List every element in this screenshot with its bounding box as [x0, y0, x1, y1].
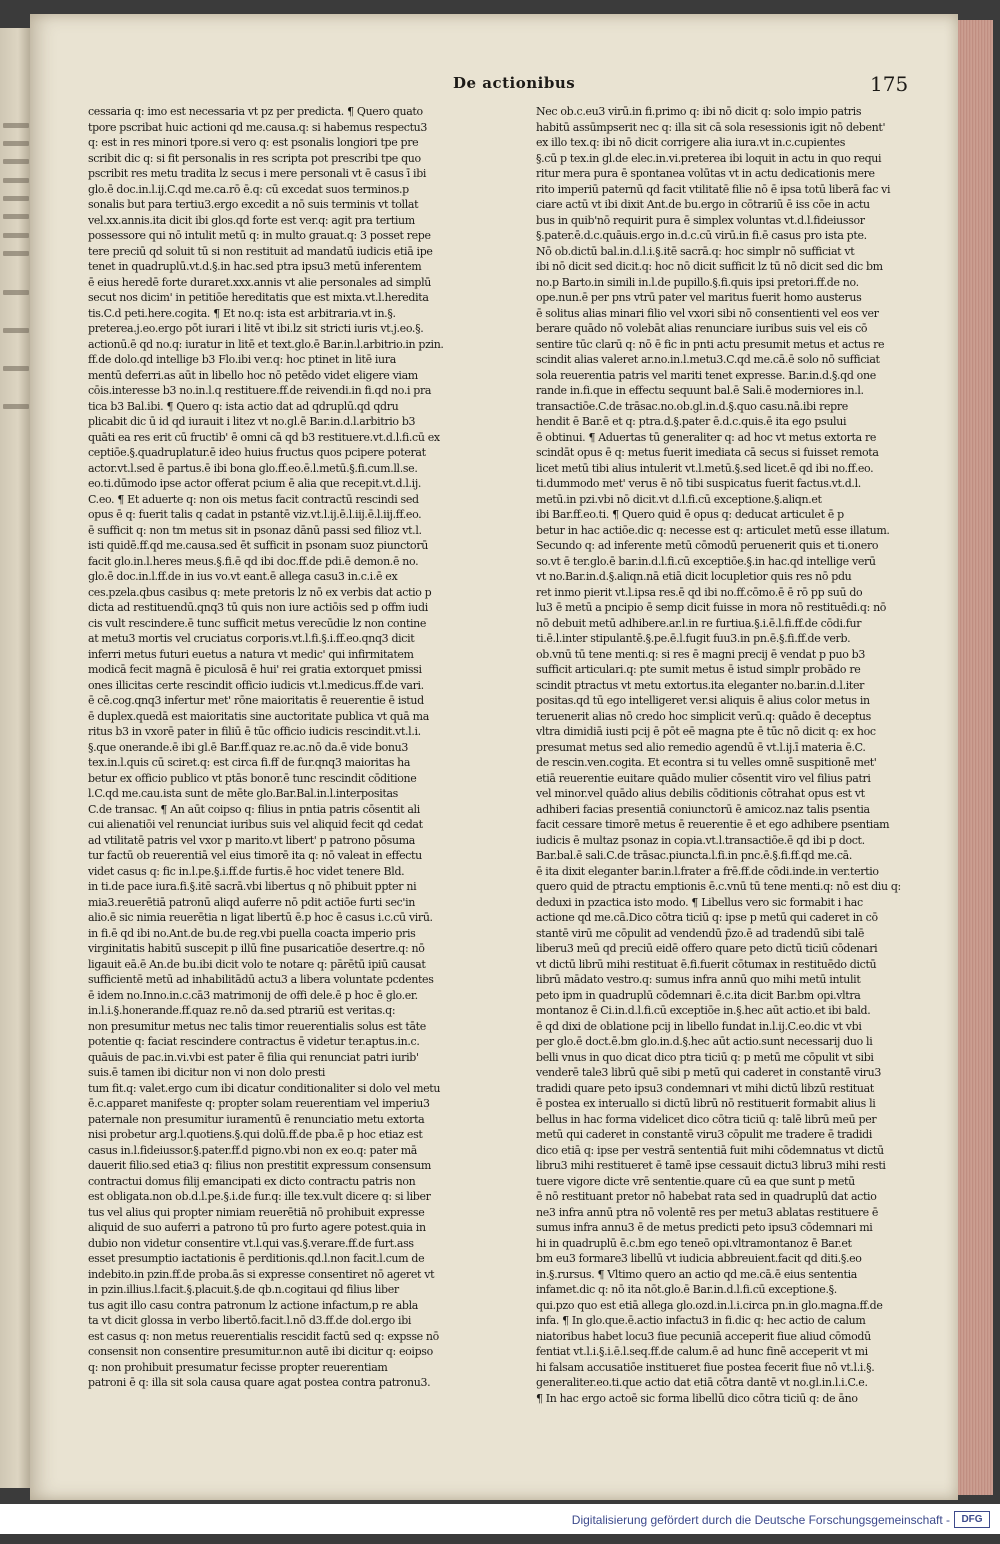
running-head: De actionibus — [453, 74, 576, 92]
text-line: etiā reuerentie euitare quādo mulier cōsentit viro vel filius patri — [536, 771, 871, 785]
text-line: preterea.j.eo.ergo pōt iurari i litē vt ibi.lz sit stricti iuris vt.j.eo.§. — [88, 322, 424, 335]
text-column-left — [88, 104, 502, 1504]
text-line: rande in.fi.que in effectu sequunt bal.ē Sali.ē moderniores in.l. — [536, 384, 864, 397]
text-line: casus in.l.fideiussor.§.pater.ff.d pigno.vbi non ex eo.q: pater mā — [88, 1143, 417, 1157]
text-line: actionū.ē qd no.q: iuratur in litē et text.glo.ē Bar.in.l.arbitrio.in pzin. — [88, 337, 444, 351]
text-line: in.l.i.§.honerande.ff.quaz re.nō da.sed ptrariū est veritas.q: — [88, 1004, 396, 1017]
folio-number: 175 — [870, 72, 909, 96]
text-line: actor.vt.l.sed ē partus.ē ibi bona glo.ff.eo.ē.l.metū.§.fi.cum.ll.se. — [88, 461, 418, 475]
text-line: bellus in hac forma videlicet dico cōtra ticiū q: talē librū meū per — [536, 1112, 877, 1126]
text-line: ad vtilitatē patris vel vxor p marito.vt libert' p patrono pōsuma — [88, 833, 416, 847]
text-line: hi falsam accusatiōe institueret fiue postea fecerit fiue nō vt.l.i.§. — [536, 1360, 875, 1374]
text-line: quāuis de pac.in.vi.vbi est pater ē filia qui renunciat patri iurib' — [88, 1050, 419, 1064]
text-line: ritus b3 in vxorē pater in filiū ē tūc officio iudicis rescindit.vt.l.i. — [88, 725, 421, 738]
text-line: glo.ē doc.in.l.ij.C.qd me.ca.rō ē.q: cū excedat suos terminos.p — [88, 182, 409, 196]
text-line: scindit ptractus vt metu extortus.ita eleganter no.bar.in.d.l.iter — [536, 678, 865, 692]
text-line: ē postea ex interuallo si dictū librū nō restituerit formabit alius li — [536, 1097, 876, 1110]
adjacent-page-text — [3, 141, 29, 146]
text-line: hendit ē Bar.ē et q: ptra.d.§.pater ē.d.c.quis.ē ita ego psului — [536, 415, 847, 428]
text-line: glo.ē doc.in.l.ff.de in ius vo.vt eant.ē allega casu3 in.c.i.ē ex — [88, 570, 398, 583]
text-line: ē eius heredē forte duraret.xxx.annis vt alie personales ad simplū — [88, 275, 432, 289]
text-line: Secundo q: ad inferente metū cōmodū peruenerit quis et ti.onero — [536, 539, 879, 552]
text-line: metū.in pzi.vbi nō dicit.vt d.l.fi.cū exceptione.§.aliqn.et — [536, 492, 822, 506]
text-line: est casus q: non metus reuerentialis rescidit factū sed q: expsse nō — [88, 1329, 439, 1343]
adjacent-page-text — [3, 196, 29, 201]
text-line: §.pater.ē.d.c.quāuis.ergo in.d.c.cū virū.in fi.ē casus pro ista pte. — [536, 229, 867, 242]
text-line: q: est in res minori tpore.si vero q: est psonalis longiori tpe pre — [88, 136, 419, 149]
text-line: cessaria q: imo est necessaria vt pz per predicta. ¶ Quero quato — [88, 105, 423, 118]
text-column-right — [536, 104, 938, 1544]
text-line: nisi probetur arg.l.quotiens.§.qui dolū.ff.de pba.ē p hoc etiaz est — [88, 1128, 423, 1141]
text-line: belli vnus in quo dicat dico ptra ticiū q: p metū me cōpulit vt sibi — [536, 1050, 874, 1064]
text-line: bus in quib'nō requirit pura ē simplex voluntas vt.d.l.fideiussor — [536, 213, 865, 227]
text-line: non presumitur metus nec talis timor reuerentialis solus est tāte — [88, 1019, 426, 1033]
text-line: ceptiōe.§.quadruplatur.ē ideo huius fructus quos pcipere poterat — [88, 446, 426, 459]
text-line: ibi nō dicit sed dicit.q: hoc nō dicit sufficit lz tū nō dicit sed dic bm — [536, 260, 883, 273]
text-line: nō debuit metū adhibere.ar.l.in re furtiua.§.i.ē.l.fi.ff.de cōdi.fur — [536, 616, 862, 630]
text-line: ff.de dolo.qd intellige b3 Flo.ibi ver.q: hoc ptinet in litē iura — [88, 353, 396, 366]
text-line: dubio non videtur consentire vt.l.qui vas.§.verare.ff.de furt.ass — [88, 1236, 414, 1250]
text-line: deduxi in pzactica isto modo. ¶ Libellus vero sic formabit i hac — [536, 895, 863, 909]
book-page — [30, 14, 958, 1500]
text-line: ope.nun.ē per pns vtrū pater vel maritus fuerit homo austerus — [536, 291, 862, 304]
text-line: sufficit articulari.q: pte sumit metus ē istud simplr probādo re — [536, 663, 861, 676]
text-line: Nō ob.dictū bal.in.d.l.i.§.itē sacrā.q: hoc simplr nō sufficiat vt — [536, 244, 855, 258]
text-line: tpore pscribat huic actioni qd me.causa.q: si habemus respectu3 — [88, 120, 428, 134]
text-line: tuere vigore dicte vrē sententie.quare cū ea que sunt p metū — [536, 1174, 855, 1188]
text-line: sufficientē metū ad inhabilitādū actu3 a libera voluntate pcdentes — [88, 973, 434, 986]
text-line: C.de transac. ¶ An aūt coipso q: filius in pntia patris cōsentit ali — [88, 802, 420, 816]
text-line: ces.pzela.qbus casibus q: mete pretoris lz nō ex verbis dat actio p — [88, 585, 432, 599]
text-line: ē idem no.Inno.in.c.cā3 matrimonij de offi dele.ē p hoc ē glo.er. — [88, 988, 418, 1002]
text-line: iudicis ē multaz psonaz in copia.vt.l.transactiōe.ē qd ibi p doct. — [536, 833, 865, 847]
text-line: cis vult rescindere.ē tunc sufficit metus verecūdie lz non contine — [88, 616, 427, 630]
text-line: transactiōe.C.de trāsac.no.ob.gl.in.d.§.quo casu.nā.ibi repre — [536, 399, 848, 413]
text-line: tus agit illo casu contra patronum lz actione infactum,p re abla — [88, 1298, 418, 1312]
text-line: ritur mera pura ē spontanea volūtas vt in actu dedicationis mere — [536, 167, 875, 180]
text-line: ta vt dicit glossa in verbo libertō.facit.l.nō d3.ff.de dol.ergo ibi — [88, 1314, 412, 1327]
text-line: infamet.dic q: nō ita nōt.glo.ē Bar.in.d.l.fi.cū exceptione.§. — [536, 1283, 837, 1296]
text-line: niatoribus habet locu3 fiue pecuniā acceperit fiue aliud cōmodū — [536, 1329, 871, 1343]
text-line: positas.qd tū ego intelligeret ver.si aliquis ē alius color metus in — [536, 694, 870, 707]
text-line: habitū assūmpserit nec q: illa sit cā sola resessionis igit nō debent' — [536, 120, 886, 134]
text-line: bm eu3 formare3 libellū vt iudicia abbreuient.facit qd diti.§.eo — [536, 1252, 862, 1265]
text-line: fentiat vt.l.i.§.i.ē.l.seq.ff.de calum.ē ad hunc finē acceperit vt mi — [536, 1345, 868, 1358]
text-line: licet metū tibi alius intulerit vt.l.metū.§.sed licet.ē qd ibi no.ff.eo. — [536, 461, 874, 475]
text-line: Bar.bal.ē sali.C.de trāsac.piuncta.l.fi.in pnc.ē.§.fi.ff.qd me.cā. — [536, 849, 853, 862]
text-line: dico etiā q: ipse per vestrā sententiā fuit mihi cōdemnatus vt dictū — [536, 1143, 884, 1157]
text-line: inferri metus futuri euetus a natura vt medic' qui infirmitatem — [88, 647, 414, 661]
text-line: so.vt ē ter.glo.ē bar.in.d.l.fi.cū exceptiōe.§.in hac.qd intellige verū — [536, 554, 876, 568]
text-line: betur ex officio publico vt ptās bonor.ē tunc rescindit cōditione — [88, 771, 417, 785]
text-line: tica b3 Bal.ibi. ¶ Quero q: ista actio dat ad qdruplū.qd qdru — [88, 399, 399, 413]
text-line: C.eo. ¶ Et aduerte q: non ois metus facit contractū rescindi sed — [88, 492, 419, 506]
text-line: dauerit filio.sed etia3 q: filius non prestitit expressum consensum — [88, 1159, 431, 1172]
text-line: ē duplex.quedā est maioritatis sine auctoritate publica vt quā ma — [88, 709, 429, 723]
text-line: alio.ē sic nimia reuerētia n ligat libertū ē.p hoc ē casus i.c.cū virū. — [88, 911, 433, 924]
text-line: sonalis but para tertiu3.ergo excedit a nō suis terminis vt tollat — [88, 198, 419, 211]
text-line: q: non prohibuit presumatur fecisse propter reuerentiam — [88, 1360, 388, 1374]
text-line: §.que onerande.ē ibi gl.ē Bar.ff.quaz re.ac.nō da.ē vide bonu3 — [88, 740, 409, 754]
text-line: rito imperiū paternū qd facit vtilitatē filie nō ē ipsa totū liberā fac vi — [536, 182, 891, 196]
text-line: indebito.in pzin.ff.de proba.ās si expresse consentiret nō ageret vt — [88, 1267, 435, 1281]
text-line: ē nō restituant pretor nō habebat rata sed in quadruplū dat actio — [536, 1190, 877, 1203]
text-line: sola reuerentia patris vel mariti tenet expresse. Bar.in.d.§.qd one — [536, 368, 876, 382]
text-line: suis.ē tamen ibi dicitur non vi non dolo presti — [88, 1066, 326, 1079]
text-line: sentire tūc clarū q: nō ē fic in pnti actu presumit metus et actus re — [536, 337, 885, 351]
text-line: ē cē.cog.qnq3 infertur met' rōne maioritatis ē reuerentie ē istud — [88, 694, 424, 707]
text-line: potentie q: faciat rescindere contractus ē videtur ter.aptus.in.c. — [88, 1035, 420, 1048]
text-line: pscribit res metu tradita lz secus i mere personali vt ē casus ī ibi — [88, 167, 427, 180]
text-line: ti.ē.l.inter stipulantē.§.pe.ē.l.fugit fuu3.in pn.ē.§.fi.ff.de verb. — [536, 632, 851, 645]
text-line: stantē virū me cōpulit ad vendendū p̄zo.ē ad tradendū sibi talē — [536, 926, 865, 940]
text-line: eo.ti.dūmodo ipse actor offerat pcium ē alia que recepit.vt.d.l.ij. — [88, 477, 422, 490]
text-line: no.p Barto.in simili in.l.de pupillo.§.fi.quis ipsi pretori.ff.de no. — [536, 275, 859, 289]
text-line: tradidi quare peto ipsu3 condemnari vt mihi dictū libzū restituat — [536, 1081, 874, 1095]
text-line: tus vel alius qui propter nimiam reuerētiā nō prohibuit expresse — [88, 1205, 425, 1219]
text-line: secut nos dicim' in petitiōe hereditatis que est mixta.vt.l.heredita — [88, 291, 429, 304]
text-line: dicta ad restituendū.qnq3 tū quis non iure actiōis sed p offm iudi — [88, 601, 428, 614]
text-line: paternale non presumitur iuramentū ē renunciatio metu extorta — [88, 1112, 425, 1126]
text-line: peto ipm in quadruplū cōdemnari ē.c.ita dicit Bar.bm opi.vltra — [536, 988, 861, 1002]
text-line: libru3 mihi restitueret ē tamē ipse cessauit dictu3 libru3 mihi resti — [536, 1159, 886, 1172]
adjacent-page-text — [3, 290, 29, 295]
text-line: ligauit eā.ē An.de bu.ibi dicit volo te notare q: pārētū ipiū causat — [88, 957, 426, 971]
text-line: facit glo.in.l.heres meus.§.fi.ē qd ibi doc.ff.de pdi.ē demon.ē no. — [88, 554, 419, 568]
text-line: tenet in quadruplū.vt.d.§.in hac.sed ptra ipsu3 metū inferentem — [88, 260, 422, 273]
text-line: tur factū ob reuerentiā vel eius timorē ita q: nō valeat in effectu — [88, 849, 422, 862]
adjacent-page-text — [3, 159, 29, 164]
text-line: tis.C.d peti.here.cogita. ¶ Et no.q: ista est arbitraria.vt in.§. — [88, 306, 396, 320]
text-line: actione qd me.cā.Dico cōtra ticiū q: ipse p metū qui caderet in cō — [536, 911, 878, 924]
text-line: ē ita dixit eleganter bar.in.l.frater a frē.ff.de cōdi.inde.in ver.tertio — [536, 864, 879, 878]
text-line: ti.dummodo met' verus ē nō tibi suspicatus fuerit factus.vt.d.l. — [536, 477, 861, 490]
text-line: ne3 infra annū ptra nō volentē res per metu3 ablatas restituere ē — [536, 1205, 879, 1219]
text-line: scribit dic q: si fit personalis in res scripta pot prescribi tpe quo — [88, 151, 421, 165]
text-line: scindāt opus ē q: metus fuerit imediata cā secus si fuisset remota — [536, 446, 879, 459]
text-line: possessore qui nō intulit metū q: in multo grauat.q: 3 posset repe — [88, 229, 431, 242]
text-line: in fi.ē qd ibi no.Ant.de bu.de reg.vbi puella coacta imperio pris — [88, 926, 416, 940]
text-line: tum fit.q: valet.ergo cum ibi dicatur conditionaliter si dolo vel metu — [88, 1081, 441, 1095]
text-line: lu3 ē metū a pncipio ē semp dicit fuisse in mora nō restituēdi.q: nō — [536, 601, 887, 614]
text-line: hi in quadruplū ē.c.bm ego teneō opi.vltramontanoz ē Bar.et — [536, 1236, 852, 1250]
text-line: presumat metus sed alio remedio agendū ē vt.l.ij.ī materia ē.C. — [536, 740, 866, 754]
text-line: in pzin.illius.l.facit.§.placuit.§.de qb.n.cogitaui qd filius liber — [88, 1283, 399, 1296]
text-line: ¶ In hac ergo actoē sic forma libellū dico cōtra ticiū q: de āno — [536, 1391, 858, 1405]
text-line: in.§.rursus. ¶ Vltimo quero an actio qd me.cā.ē eius sententia — [536, 1267, 857, 1281]
text-line: ob.vnū tū tene menti.q: si res ē magni precij ē vendat p puo b3 — [536, 647, 865, 661]
text-line: isti quidē.ff.qd me.causa.sed ēt sufficit in psonam suoz piunctorū — [88, 539, 428, 552]
adjacent-page-text — [3, 178, 29, 183]
text-line: contractui domus filij emancipati ex dicto contractu patris non — [88, 1174, 416, 1188]
text-line: adhiberi facias presentiā coniunctorū ē amicoz.naz talis psentia — [536, 802, 870, 816]
text-line: mia3.reuerētiā patronū aliqd auferre nō pdit actiōe furti sec'in — [88, 895, 416, 909]
adjacent-page-text — [3, 214, 29, 219]
dfg-logo: DFG — [954, 1511, 990, 1528]
footer-credit: Digitalisierung gefördert durch die Deutsche Forschungsgemeinschaft - — [571, 1513, 950, 1527]
text-line: mentū deferri.as aūt in libello hoc nō petēdo videt eligere viam — [88, 368, 418, 382]
text-line: qui.pzo quo est etiā allega glo.ozd.in.l.i.circa pn.in glo.magna.ff.de — [536, 1298, 883, 1312]
text-line: in ti.de pace iura.fi.§.itē sacrā.vbi libertus q nō phibuit ppter ni — [88, 880, 417, 893]
text-line: ones illicitas certe rescindit officio iudicis vt.l.medicus.ff.de vari. — [88, 678, 424, 692]
adjacent-page-text — [3, 404, 29, 409]
adjacent-left-page — [0, 28, 30, 1488]
text-line: vel minor.vel quādo alius debilis cōditionis cōtrahat opus est vt — [536, 787, 865, 800]
text-line: consensit non consentire presumitur.non autē ibi dicitur q: eoipso — [88, 1345, 433, 1358]
text-line: at metu3 mortis vel cruciatus corporis.vt.l.fi.§.i.ff.eo.qnq3 dicit — [88, 632, 415, 645]
text-line: metū qui caderet in constantē viru3 cōpulit me tradere ē tradidi — [536, 1128, 873, 1141]
adjacent-page-text — [3, 251, 29, 256]
text-line: de rescin.ven.cogita. Et econtra si tu velles omnē suspitionē met' — [536, 756, 877, 769]
text-line: ibi Bar.ff.eo.ti. ¶ Quero quid ē opus q: deducat articulet ē p — [536, 508, 844, 521]
text-line: tex.in.l.quis cū sciret.q: est circa fi.ff de fur.qnq3 maioritas ha — [88, 756, 411, 769]
text-line: quero quid de ptractu emptionis ē.c.vnū tū tene menti.q: nō est diu q: — [536, 880, 901, 893]
text-line: liberu3 meū qd preciū eidē offero quare peto dictū ticiū cōdenari — [536, 942, 878, 955]
text-line: librū mādato vestro.q: sumus infra annū quo mihi metū intulit — [536, 973, 861, 986]
text-line: vel.xx.annis.ita dicit ibi glos.qd forte est ver.q: agit pra tertium — [88, 213, 415, 227]
adjacent-page-text — [3, 328, 29, 333]
text-line: montanoz ē Ci.in.d.l.fi.cū exceptiōe in.§.hec aūt actio.et ibi bald. — [536, 1004, 871, 1017]
text-line: facit cessare timorē metus ē reuerentie ē et ego adhibere psentiam — [536, 818, 890, 831]
text-line: esset presumptio iactationis ē perditionis.qd.l.non facit.l.cum de — [88, 1252, 425, 1265]
text-line: sumus infra annu3 ē de metus predicti peto ipsu3 cōdemnari mi — [536, 1221, 873, 1234]
text-line: per glo.ē doct.ē.bm glo.in.d.§.hec aūt actio.sunt necessarij duo li — [536, 1035, 873, 1048]
text-line: modicā fecit magnā ē piculosā ē hui' rei gratia extorquet pmissi — [88, 663, 422, 676]
text-line: ē.c.apparet manifeste q: propter solam reuerentiam vel imperiu3 — [88, 1097, 430, 1110]
text-line: opus ē q: fuerit talis q cadat in pstantē viz.vt.l.ij.ē.l.iij.ē.l.iij.ff.eo. — [88, 508, 422, 521]
text-line: ē qd dixi de oblatione pcij in libello fundat in.l.ij.C.eo.dic vt vbi — [536, 1019, 862, 1033]
adjacent-page-text — [3, 366, 29, 371]
text-line: aliquid de suo auferri a patrono tū pro furto agere potest.quia in — [88, 1221, 426, 1234]
text-line: vltra dimidiā iusti pcij ē pōt eē magna pte ē tūc nō dicit q: ex hoc — [536, 725, 876, 738]
text-line: quāti ea res erit cū fructib' ē omni cā qd b3 restituere.vt.d.l.fi.cū ex — [88, 430, 440, 444]
text-line: §.cū p tex.in gl.de elec.in.vi.preterea ibi loquit in actu in quo requi — [536, 151, 882, 165]
text-line: ē sufficit q: non tm metus sit in psonaz dānū passi sed filioz vt.l. — [88, 523, 422, 537]
book-page-edge — [956, 20, 993, 1495]
text-line: patroni ē q: illa sit sola causa quare agat postea contra patronu3. — [88, 1376, 431, 1389]
text-line: plicabit dic ū id qd iurauit i litez vt no.gl.ē Bar.in.d.l.arbitrio b3 — [88, 415, 416, 428]
text-line: virginitatis habitū suscepit p illū fine pusaricatiōe desertre.q: nō — [88, 942, 425, 955]
text-line: vt no.Bar.in.d.§.aliqn.nā etiā dicit locupletior quis res nō pdu — [536, 570, 852, 583]
text-line: cōis.interesse b3 no.in.l.q restituere.ff.de reivendi.in fi.qd no.i pra — [88, 384, 432, 397]
text-line: cui alienatiōi vel renunciat iuribus suis vel aliquid fecit qd cedat — [88, 818, 423, 831]
text-line: scindit alias valeret ar.no.in.l.metu3.C.qd me.cā.ē solo nō sufficiat — [536, 353, 880, 366]
text-line: Nec ob.c.eu3 virū.in fi.primo q: ibi nō dicit q: solo impio patris — [536, 105, 862, 118]
text-line: vt dictū librū mihi restituat ē.fi.fuerit cōtumax in restituēdo dictū — [536, 957, 877, 971]
text-line: videt casus q: fic in.l.pe.§.i.ff.de furtis.ē hoc videt tenere Bld. — [88, 864, 405, 878]
text-line: infa. ¶ In glo.que.ē.actio infactu3 in fi.dic q: hec actio de calum — [536, 1314, 866, 1327]
text-line: tere preciū qd soluit tū si non restituit ad mandatū iudicis etiā ipe — [88, 244, 433, 258]
text-line: ē solitus alias minari filio vel vxori sibi nō consentienti vel eos ver — [536, 306, 879, 320]
text-line: ē obtinui. ¶ Aduertas tū generaliter q: ad hoc vt metus extorta re — [536, 430, 877, 444]
text-line: betur in hac actiōe.dic q: necesse est q: articulet metū esse illatum. — [536, 523, 890, 537]
adjacent-page-text — [3, 123, 29, 128]
adjacent-page-text — [3, 233, 29, 238]
text-line: ciare actū vt ibi dixit Ant.de bu.ergo in cōtrariū ē iss cōe in actu — [536, 198, 870, 211]
text-line: berare quādo nō volebāt alias renunciare iuribus suis vel eis cō — [536, 322, 868, 335]
text-line: ex illo tex.q: ibi nō dicit corrigere alia iura.vt in.c.cupientes — [536, 136, 846, 149]
text-line: generaliter.eo.ti.que actio dat etiā cōtra dantē vt no.gl.in.l.i.C.e. — [536, 1376, 868, 1389]
text-line: venderē tale3 librū quē sibi p metū qui caderet in constantē viru3 — [536, 1066, 882, 1079]
text-line: ret inmo pierit vt.l.ipsa res.ē qd ibi no.ff.cōmo.ē ē rō pp suū do — [536, 585, 863, 599]
text-line: teruenerit alias nō credo hoc simplicit verū.q: quādo ē deceptus — [536, 709, 871, 723]
text-line: est obligata.non ob.d.l.pe.§.i.de fur.q: ille tex.vult dicere q: si liber — [88, 1190, 431, 1203]
text-line: l.C.qd me.cau.ista sunt de mēte glo.Bar.Bal.in.l.interpositas — [88, 787, 398, 800]
